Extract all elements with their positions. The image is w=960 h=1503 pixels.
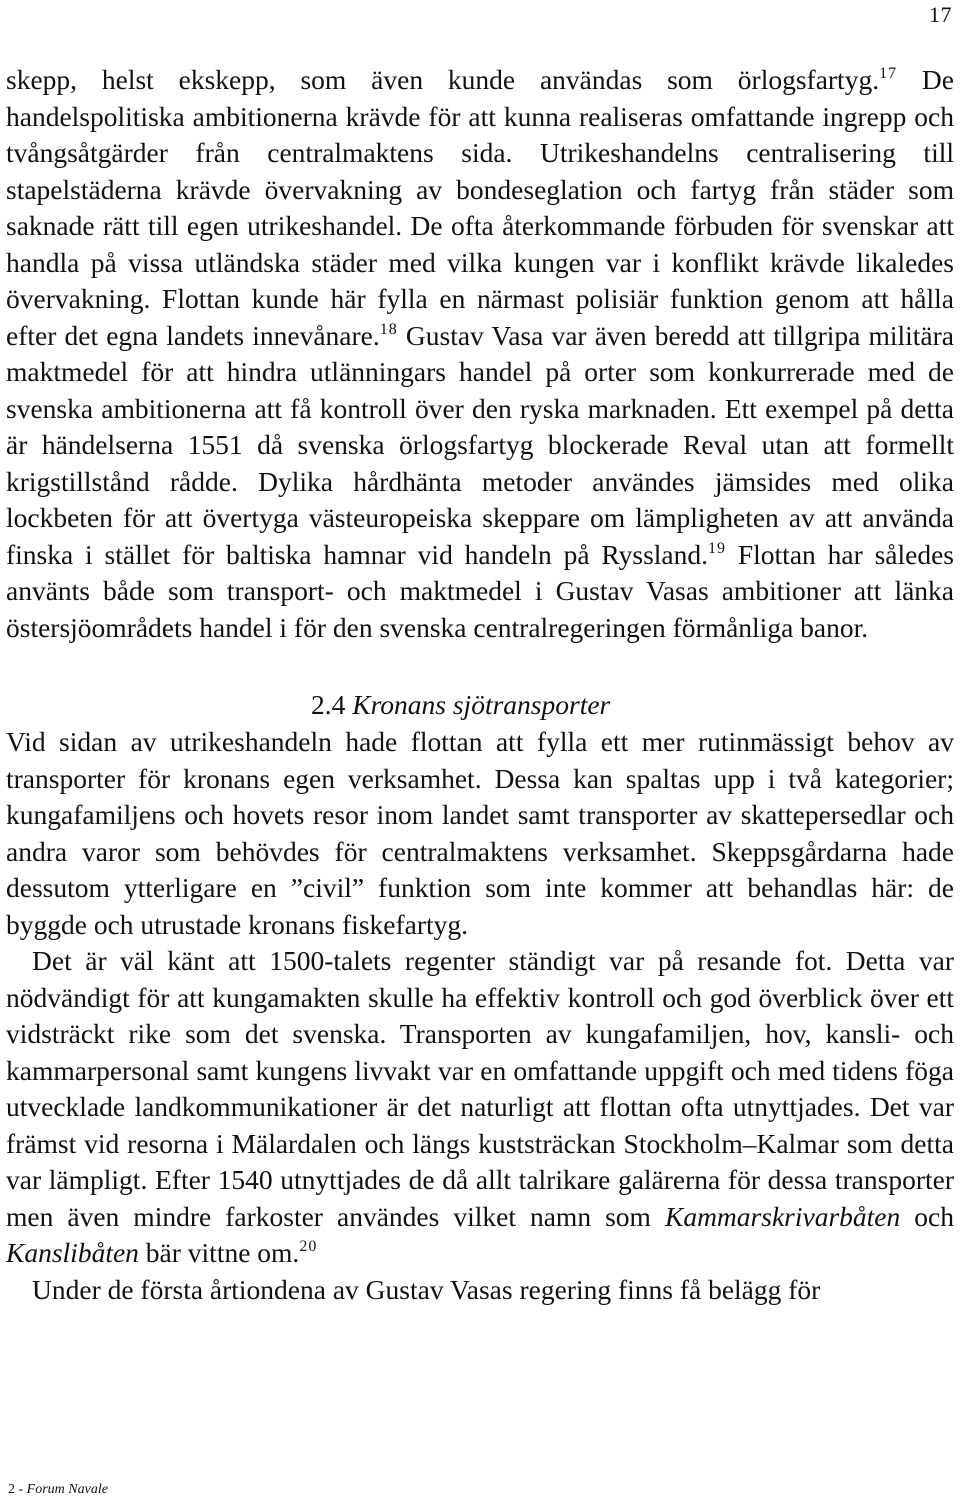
paragraph-trade-policy: skepp, helst ekskepp, som även kunde användas som örlogsfartyg.$^{17}$ De handelspolitiska ambitionerna krävde för att kunna realiseras omfattande ingrepp och tvångsåtgärder från centralmaktens sida. Utrikeshandelns centralisering till stapelstäderna krävde övervakning av bondeseglation och fartyg från städer som saknade rätt till egen utrikeshandel. De ofta återkommande förbuden för svenskar att handla på vissa utländska städer med vilka kungen var i konflikt krävde likaledes övervakning. Flottan kunde här fylla en närmast polisiär funktion genom att hålla efter det egna landets innevånare.$^{18}$ Gustav Vasa var även beredd att tillgripa militära maktmedel för att hindra utlänningars handel på orter som konkurrerade med de svenska ambitionerna att få kontroll över den ryska marknaden. Ett exempel på detta är händelserna 1551 då svenska örlogsfartyg blockerade Reval utan att formellt krigstillstånd rådde. Dylika hårdhänta metoder användes jämsides med olika lockbeten för att övertyga västeuropeiska skeppare om lämpligheten av att använda finska i stället för baltiska hamnar vid handeln på Ryssland.$^{19}$ Flottan har således använts både som transport- och maktmedel i Gustav Vasas ambitioner att länka östersjöområdets handel i för den svenska centralregeringen förmånliga banor. xyxy=(6,64,954,643)
body-text xyxy=(6,62,954,1308)
page-footer xyxy=(8,1482,108,1498)
section-number: 2.4 xyxy=(311,689,346,720)
footer-prefix: 2 - xyxy=(8,1482,27,1497)
section-heading xyxy=(6,686,954,724)
paragraph-royal-travel: Det är väl känt att 1500-talets regenter ständigt var på resande fot. Detta var nödvändigt för att kungamakten skulle ha effektiv kontroll och god överblick över ett vidsträckt rike som det svenska. Transporten av kungafamiljen, hov, kansli- och kammarpersonal samt kungens livvakt var en omfattande uppgift och med tidens föga utvecklade landkommunikationer är det naturligt att flottan ofta utnyttjades. Det var främst vid resorna i Mälardalen och längs kuststräckan Stockholm–Kalmar som detta var lämpligt. Efter 1540 utnyttjades de då allt talrikare galärerna för dessa transporter men även mindre farkoster användes vilket namn som Kammarskrivarbåten och Kanslibåten bär vittne om.$^{20}$ xyxy=(6,945,954,1268)
page-number: 17 xyxy=(929,2,952,27)
italic-boat-name-1: Kammarskrivarbåten xyxy=(664,1200,901,1232)
section-title: Kronans sjötransporter xyxy=(352,689,611,720)
footer-journal-title: Forum Navale xyxy=(26,1482,108,1497)
paragraph-crown-transports: Vid sidan av utrikeshandeln hade flottan att fylla ett mer rutinmässigt behov av transporter för kronans egen verksamhet. Dessa kan spaltas upp i två kategorier; kungafamiljens och hovets resor inom landet samt transporter av skattepersedlar och andra varor som behövdes för centralmaktens verksamhet. Skeppsgårdarna hade dessutom ytterligare en ”civil” funktion som inte kommer att behandlas här: de byggde och utrustade kronans fiskefartyg. xyxy=(6,726,954,940)
footnote-ref-20: 20 xyxy=(299,1238,318,1255)
paragraph-first-decades: Under de första årtiondena av Gustav Vasas regering finns få belägg för xyxy=(32,1273,821,1305)
footnote-ref-18: 18 xyxy=(379,320,398,338)
footnote-ref-19: 19 xyxy=(708,539,726,557)
italic-boat-name-2: Kanslibåten xyxy=(6,1237,139,1268)
footnote-ref-17: 17 xyxy=(879,65,898,82)
